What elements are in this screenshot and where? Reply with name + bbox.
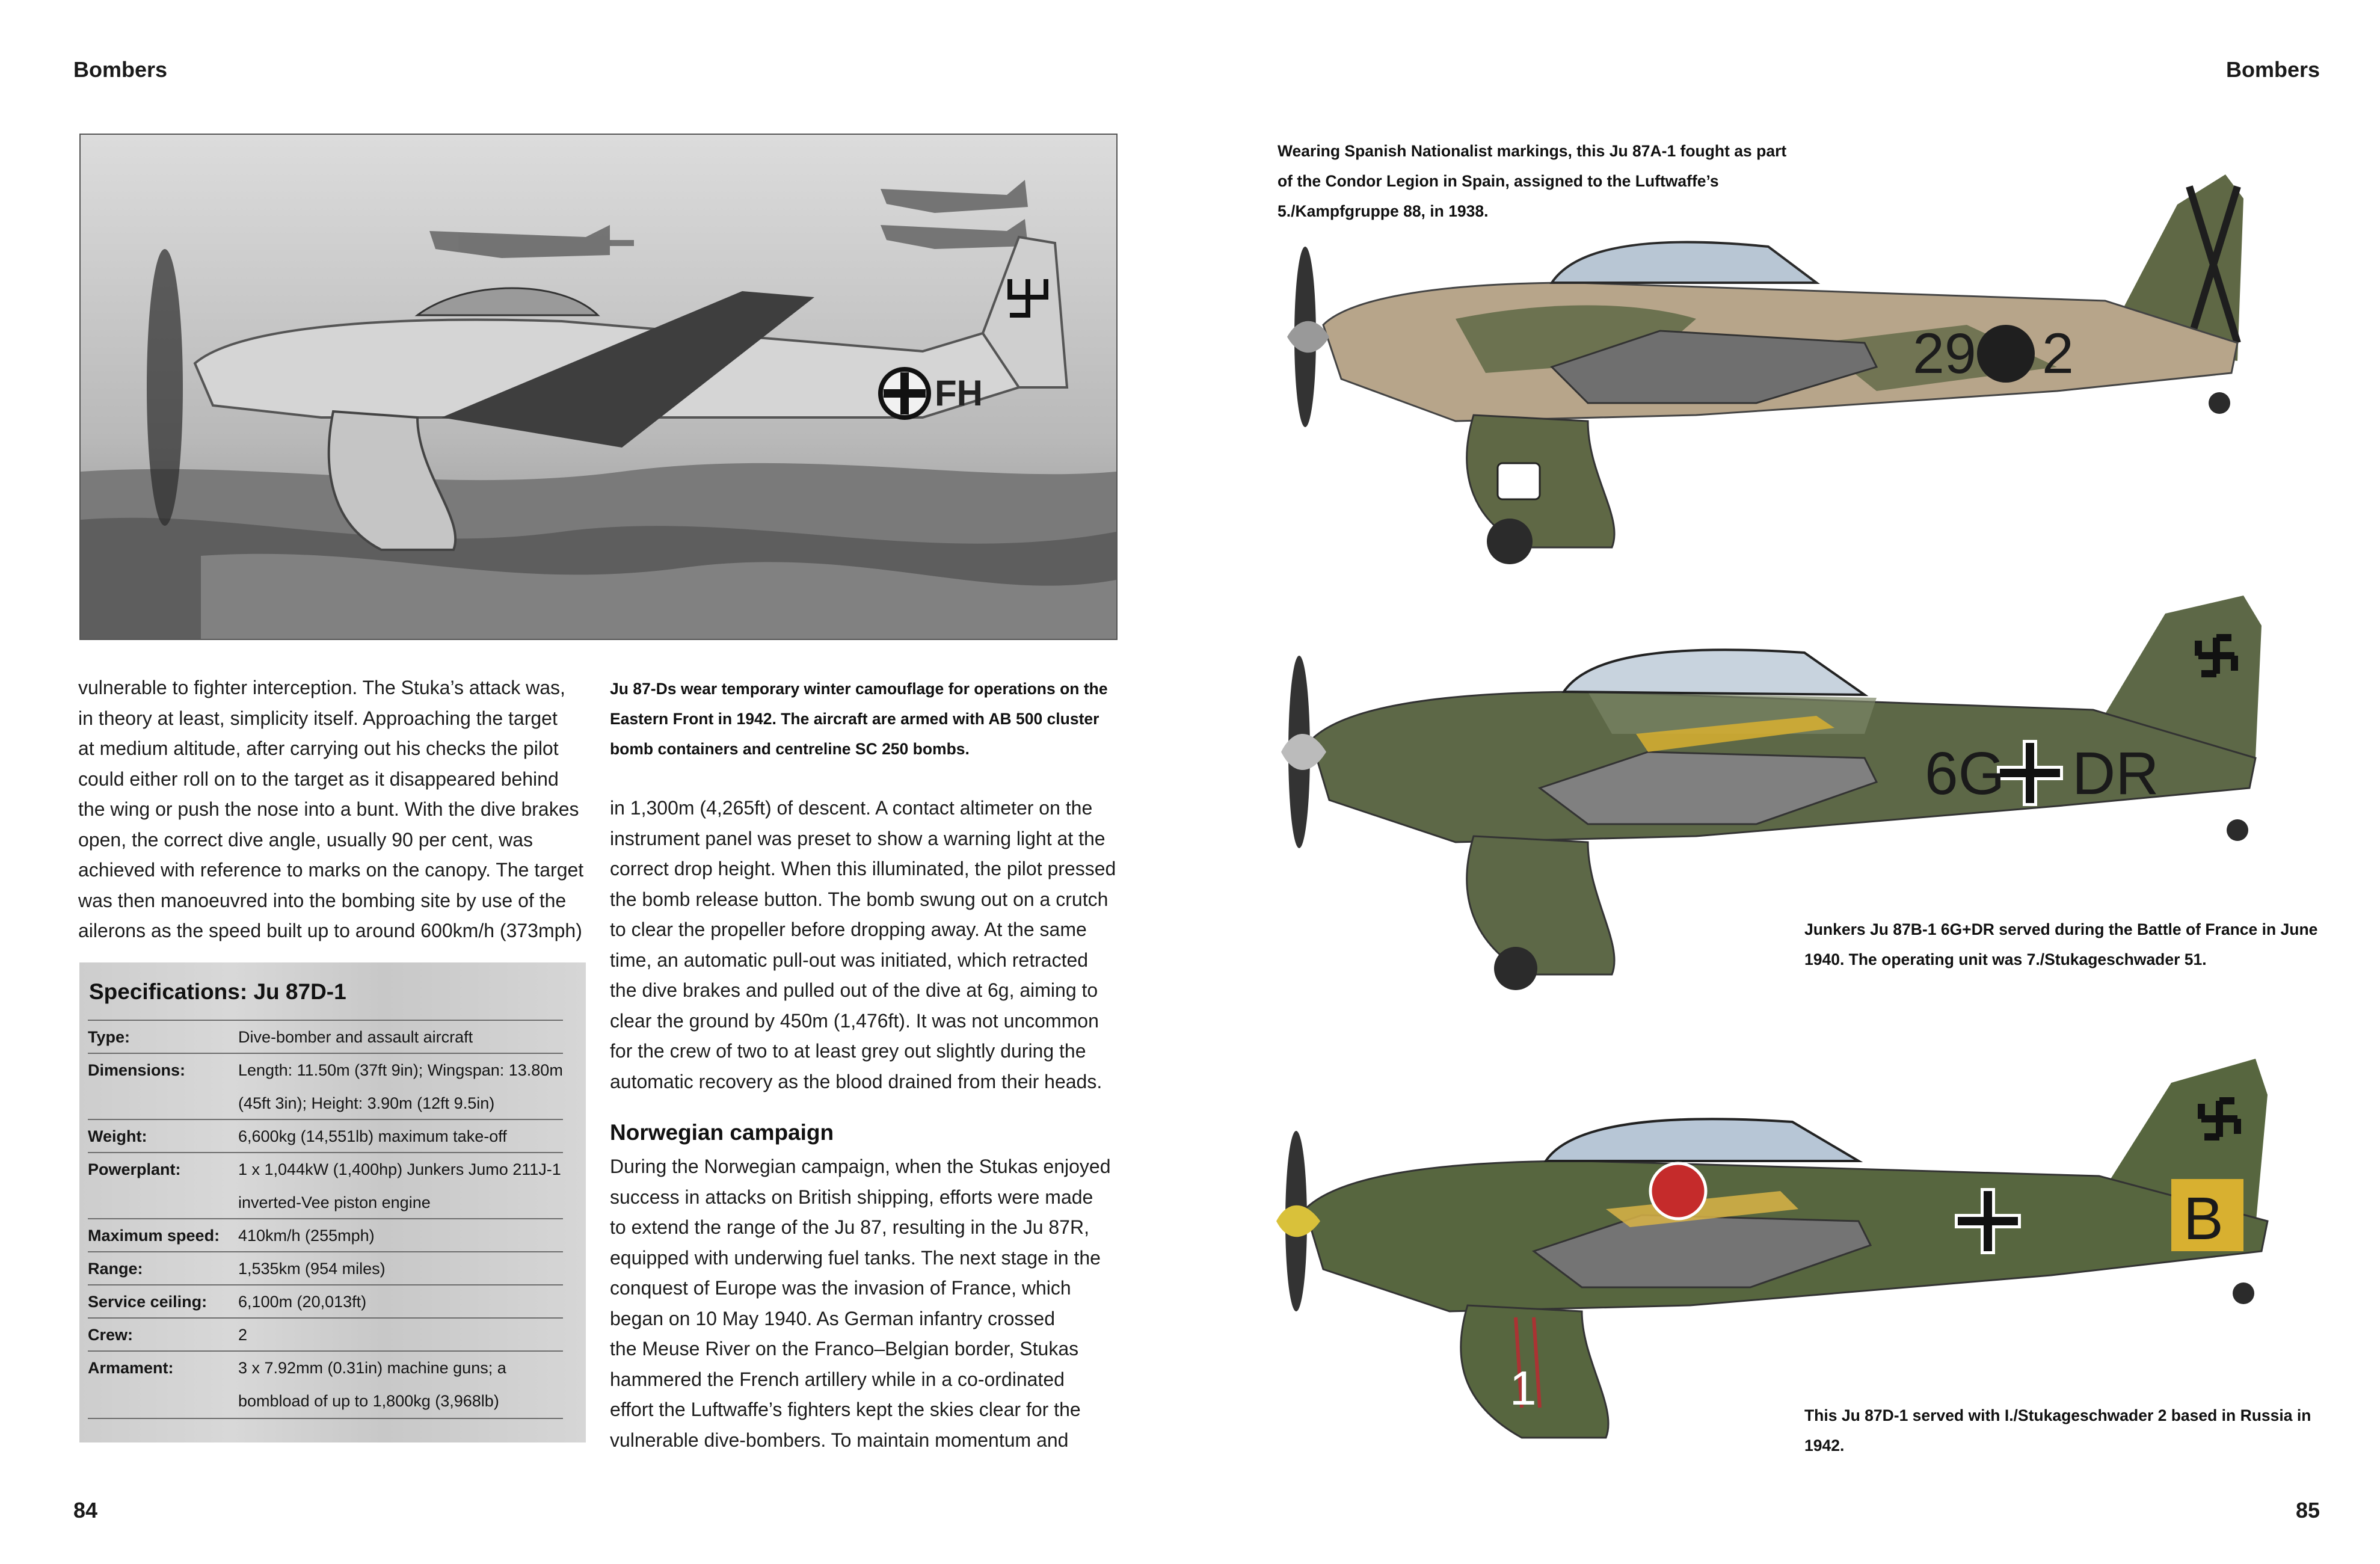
spec-value: 1,535km (954 miles) (238, 1260, 386, 1278)
text-line: in theory at least, simplicity itself. Approaching the target (78, 707, 558, 729)
spec-row-type (88, 1020, 563, 1054)
text-line: began on 10 May 1940. As German infantry crossed (610, 1307, 1055, 1329)
specifications-title: Specifications: Ju 87D-1 (89, 979, 346, 1004)
text-line: vulnerable dive-bombers. To maintain momentum and (610, 1429, 1069, 1451)
ju87d1-illustration (1269, 1047, 2328, 1462)
spec-value: Dive-bomber and assault aircraft (238, 1028, 473, 1046)
text-line: to extend the range of the Ju 87, resulting in the Ju 87R, (610, 1216, 1089, 1238)
section-heading: Norwegian campaign (610, 1120, 834, 1145)
spec-label: Range: (88, 1260, 143, 1278)
text-line: the bomb release button. The bomb swung out on a crutch (610, 888, 1109, 910)
text-line: at medium altitude, after carrying out his checks the pilot (78, 737, 559, 759)
body-column-1 (78, 673, 595, 946)
text-line: achieved with reference to marks on the canopy. The target (78, 859, 584, 881)
spec-row-dimensions (88, 1053, 563, 1120)
text-line: for the crew of two to at least grey out slightly during the (610, 1040, 1086, 1062)
photo-caption: Ju 87-Ds wear temporary winter camouflage for operations on the Eastern Front in 1942. The aircraft are armed with AB 500 cluster bomb containers and centreline SC 250 bombs. (610, 680, 1108, 758)
spec-row-weight (88, 1119, 563, 1153)
spec-row-powerplant (88, 1152, 563, 1219)
text-line: ailerons as the speed built up to around 600km/h (373mph) (78, 920, 582, 941)
body-column-2b (610, 1151, 1127, 1455)
spec-value: 6,100m (20,013ft) (238, 1293, 367, 1311)
stuka-formation-photo-drawing (81, 135, 1116, 639)
right-running-header: Bombers (2225, 57, 2320, 82)
text-line: equipped with underwing fuel tanks. The next stage in the (610, 1246, 1101, 1269)
text-line: correct drop height. When this illuminated, the pilot pressed (610, 858, 1116, 879)
text-line: open, the correct dive angle, usually 90 per cent, was (78, 828, 533, 851)
page-number-right: 85 (2295, 1498, 2320, 1522)
text-line: the dive brakes and pulled out of the dive at 6g, aiming to (610, 979, 1098, 1001)
spec-label: Weight: (88, 1127, 147, 1145)
text-line: effort the Luftwaffe’s fighters kept the skies clear for the (610, 1399, 1081, 1420)
text-line: automatic recovery as the blood drained from their heads. (610, 1070, 1102, 1092)
spec-value: 1 x 1,044kW (1,400hp) Junkers Jumo 211J-1 inverted-Vee piston engine (238, 1160, 561, 1211)
photo-fuselage-code: FH (935, 373, 983, 413)
ju87d1-drawing (1269, 1047, 2328, 1462)
text-line: clear the ground by 450m (1,476ft). It was not uncommon (610, 1009, 1099, 1032)
ju87a1-code-right: 2 (2042, 322, 2074, 386)
spec-label: Powerplant: (88, 1160, 181, 1178)
spec-value: 410km/h (255mph) (238, 1227, 375, 1245)
spec-label: Armament: (88, 1359, 174, 1377)
caption-ju87b1: Junkers Ju 87B-1 6G+DR served during the Battle of France in June 1940. The operating unit was 7./Stukageschwader 51. (1804, 920, 2318, 968)
body-column-2 (610, 793, 1127, 1097)
stuka-formation-photo (79, 134, 1118, 640)
spec-label: Maximum speed: (88, 1227, 220, 1245)
ju87d1-wheel-number: 1 (1510, 1361, 1537, 1415)
spec-value: 2 (238, 1326, 248, 1344)
spec-row-crew (88, 1317, 563, 1352)
spec-row-service-ceiling (88, 1284, 563, 1319)
text-line: to clear the propeller before dropping away. At the same (610, 919, 1087, 940)
spec-label: Type: (88, 1028, 131, 1046)
spec-label: Dimensions: (88, 1061, 186, 1079)
text-line: success in attacks on British shipping, efforts were made (610, 1186, 1093, 1208)
spec-value: Length: 11.50m (37ft 9in); Wingspan: 13.80m (45ft 3in); Height: 3.90m (12ft 9.5in) (238, 1061, 563, 1112)
spec-label: Service ceiling: (88, 1293, 208, 1311)
ju87a1-code-left: 29 (1913, 322, 1976, 386)
caption-ju87a1: Wearing Spanish Nationalist markings, this Ju 87A-1 fought as part of the Condor Legion in Spain, assigned to the Luftwaffe’s 5./Kampfgruppe 88, in 1938. (1278, 142, 1787, 220)
page-number-left: 84 (73, 1498, 98, 1522)
text-line: was then manoeuvred into the bombing site by use of the (78, 889, 567, 911)
spec-row-maximum-speed (88, 1218, 563, 1252)
ju87b1-code-left: 6G (1925, 740, 2005, 807)
spec-value: 3 x 7.92mm (0.31in) machine guns; a bombload of up to 1,800kg (3,968lb) (238, 1359, 506, 1410)
text-line: vulnerable to fighter interception. The Stuka’s attack was, (78, 677, 565, 698)
text-line: instrument panel was preset to show a warning light at the (610, 827, 1105, 849)
text-line: hammered the French artillery while in a co-ordinated (610, 1368, 1065, 1390)
text-line: could either roll on to the target as it disappeared behind (78, 768, 559, 790)
spec-row-range (88, 1251, 563, 1285)
specifications-box (79, 962, 586, 1442)
text-line: the Meuse River on the Franco–Belgian border, Stukas (610, 1338, 1079, 1359)
text-line: time, an automatic pull-out was initiated, which retracted (610, 949, 1089, 971)
spec-row-armament (88, 1350, 563, 1419)
text-line: During the Norwegian campaign, when the Stukas enjoyed (610, 1156, 1111, 1177)
spec-label: Crew: (88, 1326, 134, 1344)
caption-ju87d1: This Ju 87D-1 served with I./Stukageschwader 2 based in Russia in 1942. (1804, 1406, 2311, 1455)
text-line: the wing or push the nose into a bunt. With the dive brakes (78, 798, 579, 820)
ju87d1-code-letter: B (2183, 1185, 2224, 1252)
left-running-header: Bombers (73, 57, 168, 82)
text-line: conquest of Europe was the invasion of France, which (610, 1277, 1071, 1299)
ju87b1-code-right: DR (2072, 740, 2159, 807)
text-line: in 1,300m (4,265ft) of descent. A contact altimeter on the (610, 797, 1093, 819)
spec-value: 6,600kg (14,551lb) maximum take-off (238, 1127, 507, 1145)
